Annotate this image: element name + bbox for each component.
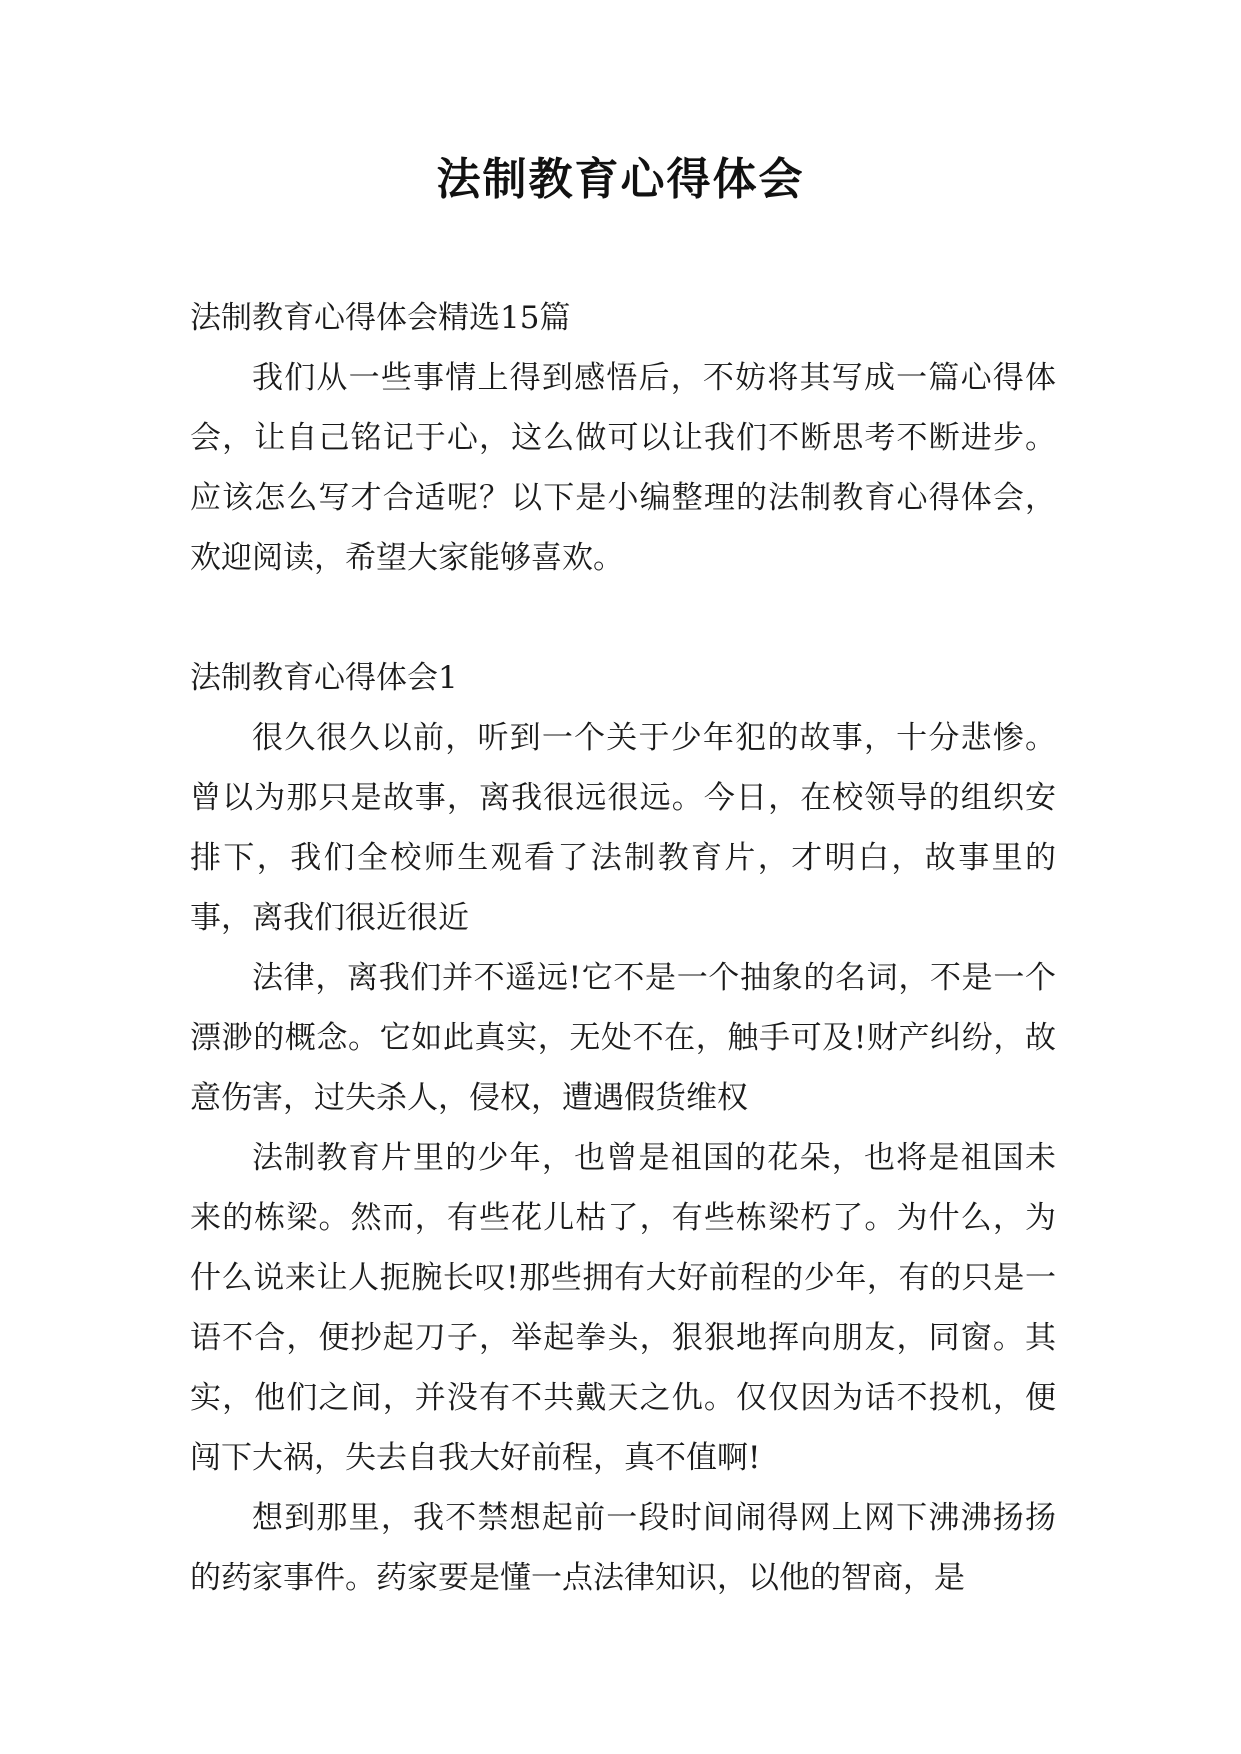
body-paragraph: 想到那里，我不禁想起前一段时间闹得网上网下沸沸扬扬的药家事件。药家要是懂一点法律知识，以他的智商，是: [190, 1500, 1056, 1596]
section-spacer: [190, 588, 1056, 648]
intro-paragraph: 我们从一些事情上得到感悟后，不妨将其写成一篇心得体会，让自己铭记于心，这么做可以让我们不断思考不断进步。应该怎么写才合适呢？以下是小编整理的法制教育心得体会，欢迎阅读，希望大家能够喜欢。: [190, 360, 1056, 576]
body-paragraph: 法制教育片里的少年，也曾是祖国的花朵，也将是祖国未来的栋梁。然而，有些花儿枯了，有些栋梁朽了。为什么，为什么说来让人扼腕长叹!那些拥有大好前程的少年，有的只是一语不合，便抄起刀子，举起拳头，狠狠地挥向朋友，同窗。其实，他们之间，并没有不共戴天之仇。仅仅因为话不投机，便闯下大祸，失去自我大好前程，真不值啊!: [190, 1140, 1056, 1476]
intro-heading: 法制教育心得体会精选15篇: [190, 300, 571, 336]
document-title: 法制教育心得体会: [436, 154, 805, 205]
body-paragraph: 很久很久以前，听到一个关于少年犯的故事，十分悲惨。曾以为那只是故事，离我很远很远。今日，在校领导的组织安排下，我们全校师生观看了法制教育片，才明白，故事里的事，离我们很近很近: [190, 720, 1056, 936]
body-paragraph: 法律，离我们并不遥远!它不是一个抽象的名词，不是一个漂渺的概念。它如此真实，无处不在，触手可及!财产纠纷，故意伤害，过失杀人，侵权，遭遇假货维权: [190, 960, 1056, 1116]
document-body: [190, 288, 1056, 1608]
section-heading: 法制教育心得体会1: [190, 660, 458, 696]
